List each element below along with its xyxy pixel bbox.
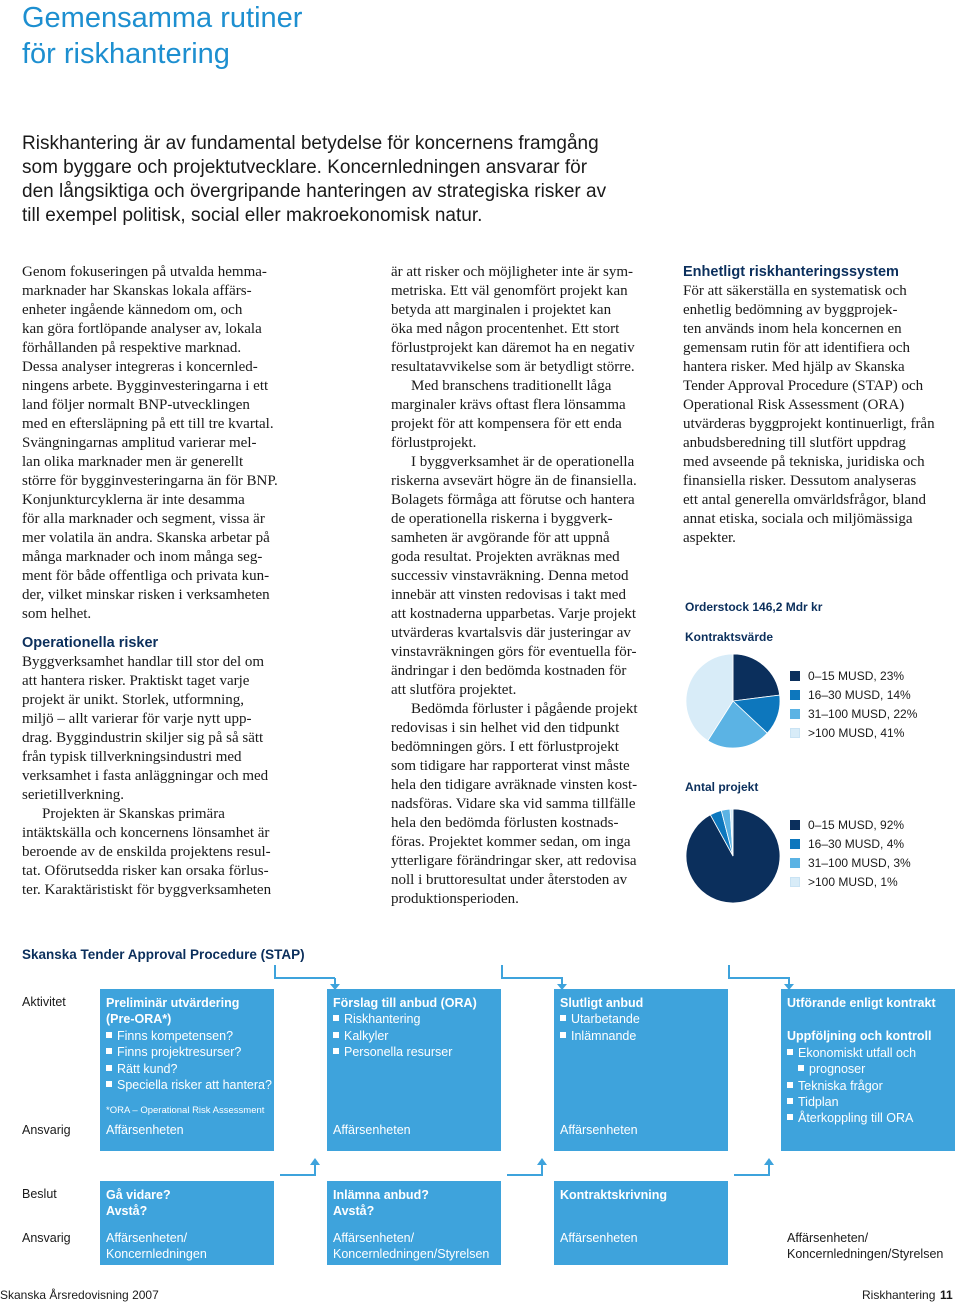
decision-final-bid-box: Kontraktskrivning Affärsenheten [554,1181,728,1265]
legend-swatch [790,858,800,868]
legend-item [790,815,911,834]
row-label-responsible: Ansvarig [22,1123,71,1137]
decision-arrows [270,1155,960,1215]
legend-label: >100 MUSD, 41% [808,725,905,740]
decision-preliminary-box: Gå vidare? Avstå? Affärsenheten/ Koncernledningen [100,1181,274,1265]
stage-execution-box: Utförande enligt kontrakt Uppföljning och kontroll Ekonomiskt utfall och prognoser Tekniska frågor Tidplan Återkoppling till ORA [781,989,955,1151]
legend-label: 0–15 MUSD, 92% [808,817,905,832]
legend-item [790,834,911,853]
text-column-1: Genom fokuseringen på utvalda hemma- marknader har Skanskas lokala affärs- enheter ingående kännedom om, och kan göra fortlöpande analyser av, lokala förhållanden på respektive marknad. Dessa analyser integreras i koncernled- ningens arbete. Bygginvesteringarna i ett land följer normalt BNP-utvecklingen med en eftersläpning på ett till tre kvartal. Svängningarnas amplitud varierar mel- lan olika marknader men är generellt större för bygginvesteringarna än för BNP. Konjunkturcyklerna är inte desamma för alla marknader och segment, vissa är mer volatila än andra. Skanska arbetar på många marknader och inom många seg- ment för både offentliga och privata kun- der, vilket minskar risken i verksamheten som helhet. Operationella risker Byggverksamhet handlar till stor del om att hantera risker. Praktiskt taget varje projekt är unikt. Storlek, utformning, miljö – allt varierar för varje nytt upp- drag. Byggindustrin skiljer sig på så sätt från typisk tillverkningsindustri med verksamhet i fasta anläggningar och med serietillverkning. Projekten är Skanskas primära intäktskälla och koncernens lönsamhet är beroende av de enskilda projektens resul- tat. Oförutsedda risker kan orsaka förlus- ter. Karaktäristiskt för byggverksamheten [22,263,297,900]
legend-swatch [790,690,800,700]
legend-swatch [790,671,800,681]
legend-label: 31–100 MUSD, 22% [808,706,918,721]
decision-proposal-box: Inlämna anbud? Avstå? Affärsenheten/ Koncernledningen/Styrelsen [327,1181,501,1265]
footer-section: Riskhantering [862,1288,936,1302]
stage-final-bid-box: Slutligt anbud Utarbetande Inlämnande Affärsenheten [554,989,728,1151]
row-label-decision-responsible: Ansvarig [22,1231,71,1245]
pie-slice-0 [733,654,780,701]
legend-item [790,685,917,704]
order-stock-charts [685,600,955,910]
legend-label: 16–30 MUSD, 4% [808,836,905,851]
legend-label: >100 MUSD, 1% [808,874,898,889]
page-title: Gemensamma rutiner för riskhantering [22,2,303,70]
page-number: 11 [940,1288,953,1302]
stage-preliminary-box: Preliminär utvärdering (Pre-ORA*) Finns kompetensen? Finns projektresurser? Rätt kund? Speciella risker att hantera? *ORA – Operational Risk Assessment Affärsenheten [100,989,274,1151]
legend-label: 31–100 MUSD, 3% [808,855,911,870]
legend-item [790,704,917,723]
project-count-legend [790,815,911,891]
stage-responsible: Affärsenheten [560,1123,638,1137]
execution-responsible: Affärsenheten/ Koncernledningen/Styrelsen [781,1181,955,1265]
legend-item [790,666,917,685]
contract-value-title: Kontraktsvärde [685,630,774,644]
legend-item [790,723,917,742]
legend-swatch [790,877,800,887]
text-column-2: är att risker och möjligheter inte är sym- metriska. Ett väl genomfört projekt kan betyda att marginalen i projektet kan öka med någon procentenhet. Ett stort förlustprojekt kan däremot ha en negativ resultatavvikelse som är betydligt större. Med branschens traditionellt låga marginaler krävs oftast flera lönsamma projekt för att kompensera för ett enda förlustprojekt. I byggverksamhet är de operationella riskerna avsevärt högre än de finansiella. Bolagets förmåga att förutse och hantera de operationella riskerna i byggverk- samheten är avgörande för att uppnå goda resultat. Projekten avräknas med successiv vinstavräkning. Denna metod innebär att vinsten redovisas i takt med att kostnaderna upparbetas. Varje projekt utvärderas kvartalsvis där justeringar av vinstavräkningen görs för eventuella för- ändringar i den bedömda kostnaden för att slutföra projektet. Bedömda förluster i pågående projekt redovisas i sin helhet vid den tidpunkt bedömningen görs. I ett förlustprojekt som tidigare har rapporterat vinst måste hela den tidigare avräknade vinsten kost- nadsföras. Vidare ska vid samma tillfälle hela den bedömda förlusten kostnads- föras. Projektet kommer sedan, om inga ytterligare förändringar sker, att redovisa noll i bruttoresultat under återstoden av produktionsperioden. [391,264,638,907]
section-heading: Enhetligt riskhanteringssystem [683,264,899,280]
stage-proposal-box: Förslag till anbud (ORA) Riskhantering Kalkyler Personella resurser Affärsenheten [327,989,501,1151]
legend-label: 16–30 MUSD, 14% [808,687,911,702]
footer-publication: Skanska Årsredovisning 2007 [0,1288,159,1302]
contract-value-pie [685,653,781,749]
process-arrows-top [95,962,960,992]
text-column-3: Enhetligt riskhanteringssystem För att säkerställa en systematisk och enhetlig bedömning av byggprojek- ten används inom hela koncernen en gemensam rutin för att identifiera och hantera risker. Med hjälp av Skanska Tender Approval Procedure (STAP) och Operational Risk Assessment (ORA) utvärderas byggprojekt kontinuerligt, från anbudsberedning till slutfört uppdrag med avseende på tekniska, juridiska och finansiella risker. Dessutom analyseras ett antal generella omvärldsfrågor, bland annat etiska, sociala och miljömässiga aspekter. [683,263,958,548]
contract-value-legend [790,666,917,742]
section-heading: Operationella risker [22,635,159,651]
project-count-pie [685,808,781,904]
legend-swatch [790,709,800,719]
order-stock-title: Orderstock 146,2 Mdr kr [685,600,823,614]
legend-swatch [790,820,800,830]
row-label-decision: Beslut [22,1187,57,1201]
project-count-title: Antal projekt [685,780,759,794]
stap-title: Skanska Tender Approval Procedure (STAP) [22,947,305,962]
stage-responsible: Affärsenheten [106,1123,184,1137]
legend-item [790,853,911,872]
legend-label: 0–15 MUSD, 23% [808,668,905,683]
lead-paragraph: Riskhantering är av fundamental betydelse för koncernens framgång som byggare och projektutvecklare. Koncernledningen ansvarar för den långsiktiga och övergripande hanteringen av strategiska risker av till exempel politisk, social eller makroekonomisk natur. [22,133,607,226]
legend-swatch [790,728,800,738]
stage-responsible: Affärsenheten [333,1123,411,1137]
ora-footnote: *ORA – Operational Risk Assessment [106,1105,265,1117]
row-label-activity: Aktivitet [22,995,66,1009]
legend-item [790,872,911,891]
legend-swatch [790,839,800,849]
